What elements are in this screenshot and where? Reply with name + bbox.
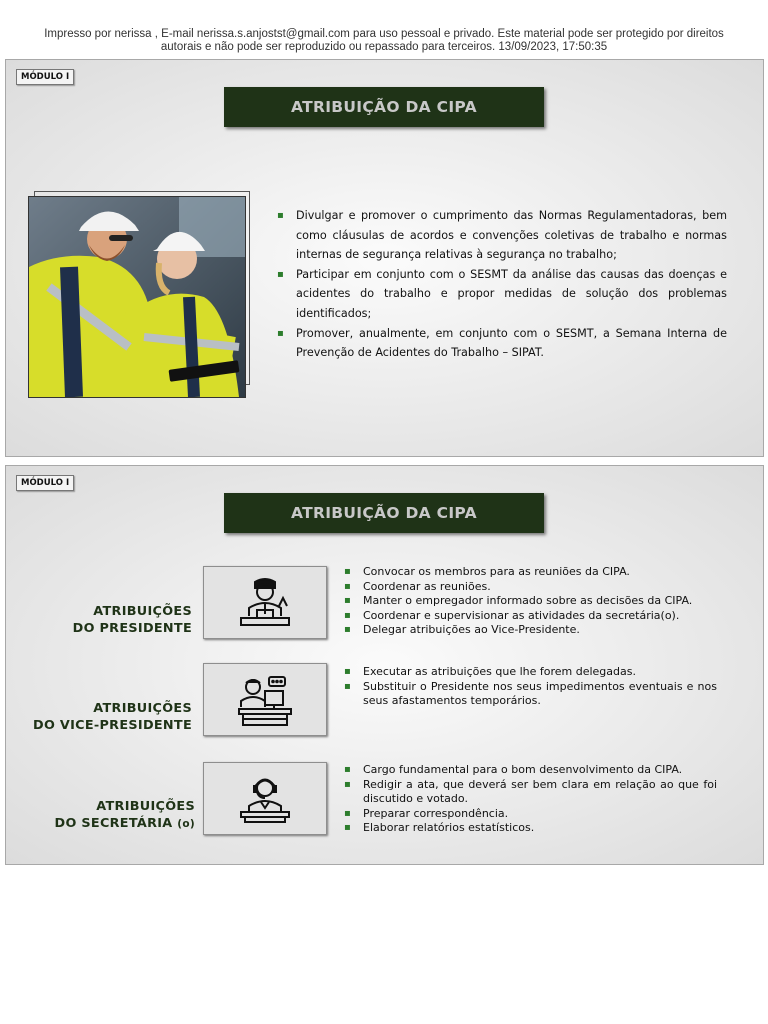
role-label-line-2: DO VICE-PRESIDENTE — [33, 718, 192, 733]
slide-title: ATRIBUIÇÃO DA CIPA — [224, 87, 544, 127]
list-item: ▪ Convocar os membros para as reuniões da CIPA. — [344, 565, 717, 580]
list-item: ▪ Substituir o Presidente nos seus impedimentos eventuais e nos seus afastamentos temporários. — [344, 680, 717, 709]
role-label-line-1: ATRIBUIÇÕES — [93, 604, 192, 619]
secretary-headset-icon — [235, 772, 295, 826]
list-item: ▪ Manter o empregador informado sobre as decisões da CIPA. — [344, 594, 717, 609]
list-item: ▪ Coordenar e supervisionar as atividades da secretária(o). — [344, 609, 717, 624]
president-desk-icon — [235, 576, 295, 630]
list-item: ▪ Cargo fundamental para o bom desenvolvimento da CIPA. — [344, 763, 717, 778]
list-item: ▪ Delegar atribuições ao Vice-Presidente. — [344, 623, 717, 638]
module-badge: MÓDULO I — [16, 475, 74, 491]
president-duties-list — [344, 565, 717, 638]
role-label-line-2: DO PRESIDENTE — [72, 621, 192, 636]
workers-photo — [28, 196, 246, 398]
slide-title: ATRIBUIÇÃO DA CIPA — [224, 493, 544, 533]
secretary-icon-box — [203, 762, 327, 835]
list-item: ▪ Redigir a ata, que deverá ser bem clara em relação ao que foi discutido e votado. — [344, 778, 717, 807]
slide-1 — [5, 59, 764, 457]
role-label-line-2-main: DO SECRETÁRIA — [54, 816, 173, 831]
module-badge: MÓDULO I — [16, 69, 74, 85]
print-notice-line-1: Impresso por nerissa , E-mail nerissa.s.anjostst@gmail.com para uso pessoal e privado. Este material pode ser protegido por direitos — [44, 28, 724, 40]
vice-president-icon-box — [203, 663, 327, 736]
list-item: ▪ Executar as atribuições que lhe forem delegadas. — [344, 665, 717, 680]
slide-2 — [5, 465, 764, 865]
role-label-suffix: (o) — [177, 818, 195, 830]
role-label-secretary — [9, 798, 195, 833]
role-label-vice-president — [6, 700, 192, 734]
list-item: ▪ Promover, anualmente, em conjunto com o SESMT, a Semana Interna de Prevenção de Acidentes do Trabalho – SIPAT. — [277, 324, 727, 363]
list-item: ▪ Divulgar e promover o cumprimento das Normas Regulamentadoras, bem como cláusulas de acordos e convenções coletivas de trabalho e normas internas de segurança relativas à segurança no trabalho; — [277, 206, 727, 265]
list-item: ▪ Participar em conjunto com o SESMT da análise das causas das doenças e acidentes do trabalho e propor medidas de solução dos problemas identificados; — [277, 265, 727, 324]
workers-photo-illustration — [29, 197, 245, 397]
president-icon-box — [203, 566, 327, 639]
role-label-president — [6, 603, 192, 637]
cipa-attributions-list — [277, 206, 727, 363]
list-item: ▪ Coordenar as reuniões. — [344, 580, 717, 595]
vice-president-computer-icon — [235, 673, 295, 727]
role-label-line-1: ATRIBUIÇÕES — [93, 701, 192, 716]
role-label-line-2 — [9, 815, 195, 833]
print-notice-line-2: autorais e não pode ser reproduzido ou repassado para terceiros. 13/09/2023, 17:50:35 — [160, 41, 608, 53]
list-item: ▪ Preparar correspondência. — [344, 807, 717, 822]
vice-president-duties-list — [344, 665, 717, 709]
print-notice — [20, 28, 748, 54]
role-label-line-1: ATRIBUIÇÕES — [96, 799, 195, 814]
secretary-duties-list — [344, 763, 717, 836]
list-item: ▪ Elaborar relatórios estatísticos. — [344, 821, 717, 836]
